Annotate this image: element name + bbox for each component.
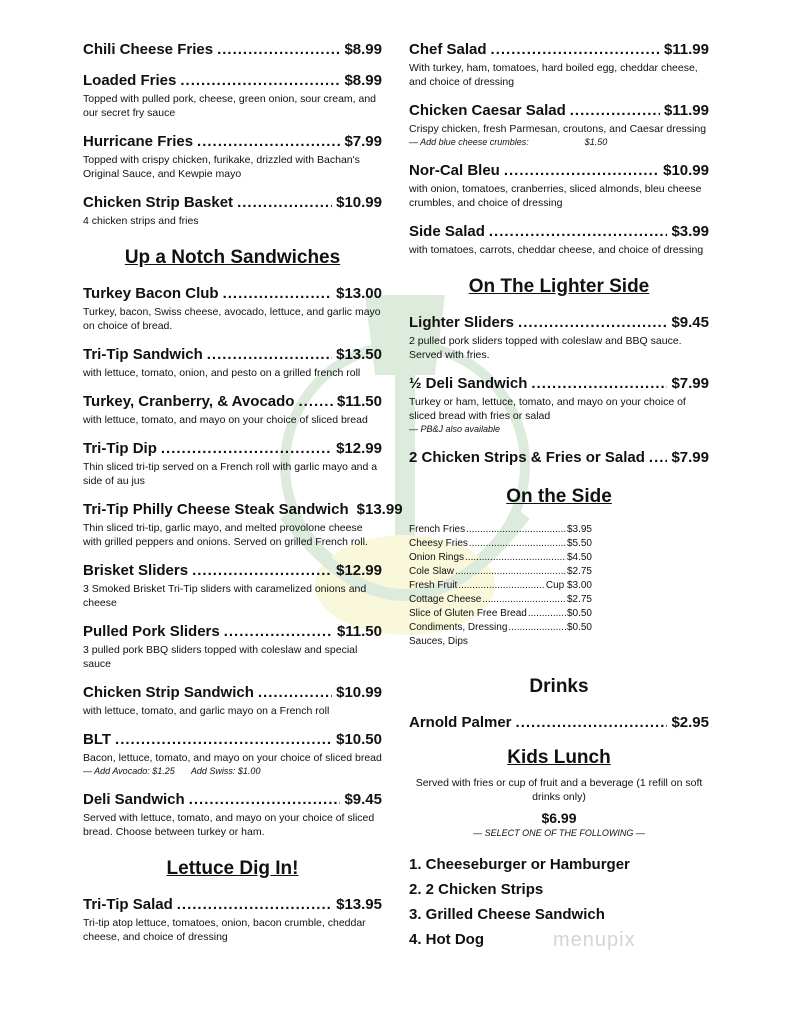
item-price: $13.99 bbox=[356, 501, 403, 518]
side-item: Fresh Fruit ..... Cup $3.00 bbox=[409, 579, 592, 593]
item-price: $10.50 bbox=[336, 731, 382, 748]
item-note: — PB&J also available bbox=[409, 424, 501, 434]
item-description: Turkey, bacon, Swiss cheese, avocado, lettuce, and garlic mayo on choice of bread. bbox=[83, 306, 381, 332]
kids-intro: Served with fries or cup of fruit and a beverage (1 refill on soft drinks only) bbox=[415, 777, 703, 803]
section-title-sandwiches: Up a Notch Sandwiches bbox=[124, 247, 341, 268]
item-price: $13.95 bbox=[336, 896, 382, 913]
item-name: Tri-Tip Philly Cheese Steak Sandwich bbox=[83, 501, 349, 518]
menu-item bbox=[83, 622, 382, 671]
menu-item bbox=[83, 40, 382, 59]
item-price: $10.99 bbox=[336, 194, 382, 211]
item-name: Turkey Bacon Club bbox=[83, 285, 219, 302]
item-price: $9.45 bbox=[671, 314, 709, 331]
item-price: $11.99 bbox=[663, 102, 709, 119]
item-name: Lighter Sliders bbox=[409, 314, 515, 331]
menu-item bbox=[409, 101, 709, 149]
kids-item: 1. Cheeseburger or Hamburger bbox=[409, 856, 630, 873]
section-title-kids: Kids Lunch bbox=[507, 747, 611, 768]
item-description: with tomatoes, carrots, cheddar cheese, and choice of dressing bbox=[409, 244, 704, 256]
item-name: Nor-Cal Bleu bbox=[409, 162, 500, 179]
menu-item-blt bbox=[83, 730, 382, 778]
item-description: Crispy chicken, fresh Parmesan, croutons, and Caesar dressing bbox=[409, 123, 707, 135]
right-column bbox=[409, 40, 709, 952]
menu-item bbox=[83, 193, 382, 228]
item-price: $12.99 bbox=[336, 440, 382, 457]
menu-item-chicken-strips bbox=[409, 448, 709, 467]
menu-item bbox=[409, 313, 709, 362]
item-note: — Add blue cheese crumbles: $1.50 bbox=[409, 137, 608, 147]
sides-extra: Sauces, Dips bbox=[409, 636, 468, 647]
menu-item-tritip-salad bbox=[83, 895, 382, 944]
item-description: Turkey or ham, lettuce, tomato, and mayo on your choice of sliced bread with fries or salad bbox=[409, 396, 686, 422]
item-description: Topped with pulled pork, cheese, green onion, sour cream, and our secret fry sauce bbox=[83, 93, 377, 119]
item-name: Turkey, Cranberry, & Avocado bbox=[83, 393, 295, 410]
item-description: 4 chicken strips and fries bbox=[83, 215, 199, 227]
item-description: Topped with crispy chicken, furikake, drizzled with Bachan's Original Sauce, and Kewpie mayo bbox=[83, 154, 360, 180]
kids-price: $6.99 bbox=[541, 810, 577, 826]
item-name: Side Salad bbox=[409, 223, 485, 240]
kids-item: 2. 2 Chicken Strips bbox=[409, 881, 544, 898]
item-price: $13.50 bbox=[336, 346, 382, 363]
item-name: Hurricane Fries bbox=[83, 133, 194, 150]
item-name: Tri-Tip Dip bbox=[83, 440, 157, 457]
item-description: 3 Smoked Brisket Tri-Tip sliders with caramelized onions and cheese bbox=[83, 583, 367, 609]
side-item: French Fries ..... $3.95 bbox=[409, 523, 592, 537]
menu-item bbox=[83, 132, 382, 181]
item-description: With turkey, ham, tomatoes, hard boiled egg, cheddar cheese, and choice of dressing bbox=[409, 62, 698, 88]
menu-item bbox=[83, 392, 382, 427]
item-price: $9.45 bbox=[344, 791, 382, 808]
kids-item: 4. Hot Dog bbox=[409, 931, 484, 948]
item-note: — Add Avocado: $1.25 Add Swiss: $1.00 bbox=[83, 766, 261, 776]
menupix-watermark: menupix bbox=[553, 929, 636, 951]
item-description: 3 pulled pork BBQ sliders topped with coleslaw and special sauce bbox=[83, 644, 358, 670]
item-price: $10.99 bbox=[663, 162, 709, 179]
item-name: Loaded Fries bbox=[83, 72, 177, 89]
menu-item-deli-sandwich bbox=[83, 790, 382, 839]
item-name: Tri-Tip Salad bbox=[83, 896, 173, 913]
item-price: $10.99 bbox=[336, 684, 382, 701]
menu-item bbox=[83, 345, 382, 380]
item-name: Pulled Pork Sliders bbox=[83, 623, 220, 640]
left-column bbox=[83, 40, 403, 956]
item-description: with onion, tomatoes, cranberries, sliced almonds, bleu cheese crumbles, and choice of dressing bbox=[409, 183, 702, 209]
menu-item bbox=[83, 71, 382, 120]
item-name: Chicken Caesar Salad bbox=[409, 102, 566, 119]
side-item: Cheesy Fries ..... $5.50 bbox=[409, 537, 592, 551]
item-description: with lettuce, tomato, and mayo on your choice of sliced bread bbox=[83, 414, 368, 426]
item-name: Brisket Sliders bbox=[83, 562, 189, 579]
item-name: Tri-Tip Sandwich bbox=[83, 346, 203, 363]
item-description: Thin sliced tri-tip, garlic mayo, and melted provolone cheese with grilled peppers and onions. Served on grilled French roll. bbox=[83, 522, 368, 548]
section-title-side: On the Side bbox=[506, 486, 612, 507]
menu-item bbox=[83, 683, 382, 718]
menu-item bbox=[83, 439, 382, 488]
kids-select: — SELECT ONE OF THE FOLLOWING — bbox=[473, 828, 645, 838]
section-title-drinks: Drinks bbox=[529, 676, 589, 697]
item-name: Deli Sandwich bbox=[83, 791, 185, 808]
item-name: Chicken Strip Sandwich bbox=[83, 684, 254, 701]
item-price: $11.99 bbox=[663, 41, 709, 58]
item-name: 2 Chicken Strips & Fries or Salad bbox=[409, 449, 645, 466]
item-name: Arnold Palmer bbox=[409, 714, 512, 731]
side-item: Cole Slaw ..... $2.75 bbox=[409, 565, 592, 579]
menu-item bbox=[409, 161, 709, 210]
item-name: BLT bbox=[83, 731, 112, 748]
sides-list bbox=[409, 523, 592, 649]
menu-item bbox=[83, 284, 382, 333]
item-price: $7.99 bbox=[671, 449, 709, 466]
item-price: $2.95 bbox=[671, 714, 709, 731]
side-item: Condiments, Dressing ..... $0.50 bbox=[409, 621, 592, 635]
item-price: $8.99 bbox=[344, 72, 382, 89]
side-item: Slice of Gluten Free Bread ..... $0.50 bbox=[409, 607, 592, 621]
item-description: Bacon, lettuce, tomato, and mayo on your choice of sliced bread bbox=[83, 752, 382, 764]
item-price: $12.99 bbox=[336, 562, 382, 579]
item-description: with lettuce, tomato, onion, and pesto on a grilled french roll bbox=[83, 367, 361, 379]
item-description: 2 pulled pork sliders topped with coleslaw and BBQ sauce. Served with fries. bbox=[409, 335, 682, 361]
side-item: Onion Rings ..... $4.50 bbox=[409, 551, 592, 565]
kids-item: 3. Grilled Cheese Sandwich bbox=[409, 906, 605, 923]
item-name: Chef Salad bbox=[409, 41, 487, 58]
menu-item bbox=[83, 500, 403, 549]
item-description: Thin sliced tri-tip served on a French roll with garlic mayo and a side of au jus bbox=[83, 461, 378, 487]
menu-item-arnold-palmer bbox=[409, 713, 709, 732]
item-price: $7.99 bbox=[344, 133, 382, 150]
item-description: Tri-tip atop lettuce, tomatoes, onion, bacon crumble, cheddar cheese, and choice of dressing bbox=[83, 917, 366, 943]
item-price: $11.50 bbox=[336, 623, 382, 640]
side-item: Cottage Cheese ..... $2.75 bbox=[409, 593, 592, 607]
section-title-lettuce: Lettuce Dig In! bbox=[166, 858, 299, 879]
item-description: Served with lettuce, tomato, and mayo on your choice of sliced bread. Choose between turkey or ham. bbox=[83, 812, 375, 838]
menu-item bbox=[409, 40, 709, 89]
item-price: $13.00 bbox=[336, 285, 382, 302]
item-price: $8.99 bbox=[344, 41, 382, 58]
menu-item bbox=[409, 374, 709, 436]
menu-item bbox=[83, 561, 382, 610]
item-name: Chili Cheese Fries bbox=[83, 41, 214, 58]
item-price: $3.99 bbox=[671, 223, 709, 240]
section-title-lighter: On The Lighter Side bbox=[468, 276, 650, 297]
item-name: ½ Deli Sandwich bbox=[409, 375, 528, 392]
item-price: $11.50 bbox=[336, 393, 382, 410]
item-description: with lettuce, tomato, and garlic mayo on a French roll bbox=[83, 705, 330, 717]
menu-item bbox=[409, 222, 709, 257]
item-price: $7.99 bbox=[671, 375, 709, 392]
item-name: Chicken Strip Basket bbox=[83, 194, 234, 211]
